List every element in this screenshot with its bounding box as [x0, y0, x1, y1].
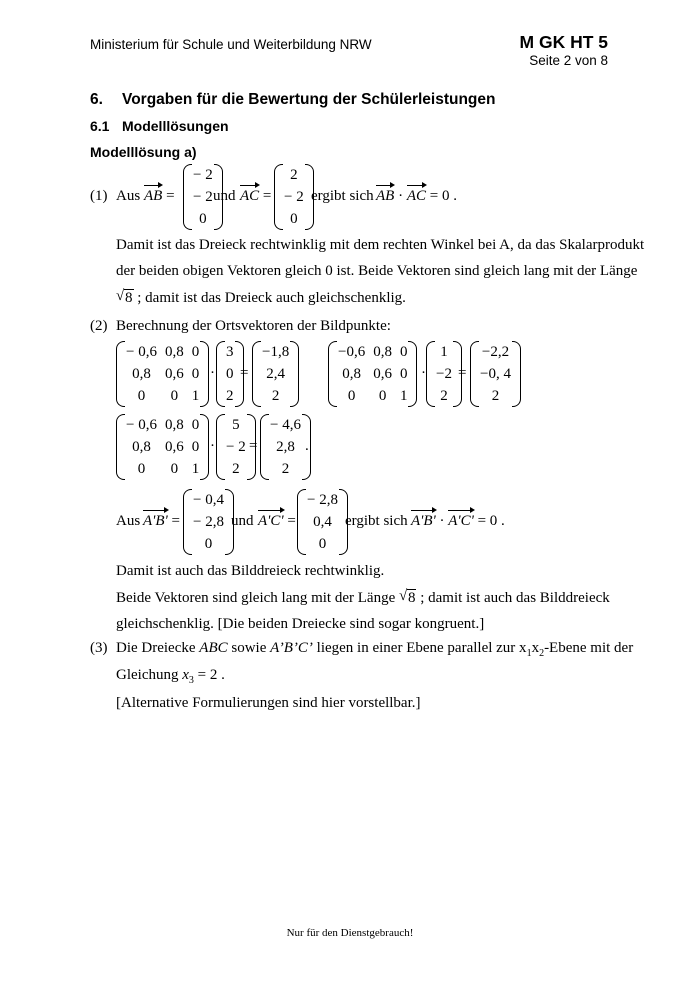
part1-line1: Damit ist das Dreieck rechtwinklig mit dem rechten Winkel bei A, da das Skalarprodukt	[116, 237, 645, 253]
part2-line1: Damit ist auch das Bilddreieck rechtwinklig.	[116, 563, 385, 579]
part2-intro: Berechnung der Ortsvektoren der Bildpunkte:	[116, 318, 391, 334]
vector-apbp: − 0,4 − 2,8 0	[183, 489, 234, 555]
equals-operator: =	[249, 438, 258, 454]
vector-ac: 2 − 2 0	[274, 164, 314, 230]
section-title: Vorgaben für die Bewertung der Schülerleistungen	[122, 91, 496, 108]
vector-c: 5 − 2 2	[216, 414, 256, 480]
dot-operator: ·	[210, 365, 215, 381]
part1-aus: Aus	[116, 188, 141, 204]
equals-operator: =	[458, 365, 467, 381]
vector-ab-label: AB =	[144, 188, 175, 204]
part2-label: (2)	[90, 318, 108, 334]
dot-operator: ·	[210, 438, 215, 454]
equals-operator: =	[240, 365, 249, 381]
header-right	[506, 33, 608, 69]
vector-c-image: − 4,6 2,8 2	[260, 414, 311, 480]
part2-dot-product: A'B' · A'C' = 0 .	[411, 513, 505, 529]
part1-dot-product: AB · AC = 0 .	[376, 188, 457, 204]
subsection-number: 6.1	[90, 118, 110, 134]
part2-aus: Aus	[116, 513, 141, 529]
part3-line2: Gleichung $x_3 = 2$ .	[116, 667, 225, 686]
part2-und: und	[231, 513, 254, 529]
vector-apcp-label: A'C' =	[258, 513, 296, 529]
rotation-matrix-a: − 0,6 0,8 0 0,8 0,6 0 0 0 1	[116, 341, 209, 407]
solution-title: Modelllösung a)	[90, 144, 197, 160]
vector-b: 1 −2 2	[426, 341, 462, 407]
rotation-matrix-c: − 0,6 0,8 0 0,8 0,6 0 0 0 1	[116, 414, 209, 480]
vector-a: 3 0 2	[216, 341, 244, 407]
part2-ergibt: ergibt sich	[345, 513, 408, 529]
part1-und: und	[213, 188, 236, 204]
section-number: 6.	[90, 91, 103, 108]
vector-ac-label: AC =	[240, 188, 272, 204]
part1-label: (1)	[90, 188, 108, 204]
part2-line3: gleichschenklig. [Die beiden Dreiecke sind sogar kongruent.]	[116, 616, 485, 632]
vector-ab: − 2 − 2 0	[183, 164, 223, 230]
vector-apbp-label: A'B' =	[143, 513, 180, 529]
header-ministry: Ministerium für Schule und Weiterbildung NRW	[90, 37, 372, 52]
part1-line2: der beiden obigen Vektoren gleich 0 ist. Beide Vektoren sind gleich lang mit der Länge	[116, 263, 638, 279]
part1-ergibt: ergibt sich	[311, 188, 374, 204]
subsection-title: Modelllösungen	[122, 118, 229, 134]
dot-operator: ·	[421, 365, 426, 381]
vector-apcp: − 2,8 0,4 0	[297, 489, 348, 555]
page-number: Seite 2 von 8	[529, 53, 608, 68]
period: .	[305, 438, 309, 454]
part2-line2: Beide Vektoren sind gleich lang mit der Länge √ 8 ; damit ist auch das Bilddreieck	[116, 588, 610, 606]
sqrt-symbol: √ 8	[116, 288, 133, 306]
part3-note: [Alternative Formulierungen sind hier vorstellbar.]	[116, 695, 421, 711]
part3-line1: Die Dreiecke ABC sowie A’B’C’ liegen in einer Ebene parallel zur $x_1x_2$-Ebene mit der	[116, 640, 634, 659]
part1-line3: √ 8 ; damit ist das Dreieck auch gleichschenklig.	[116, 288, 406, 306]
vector-a-image: −1,8 2,4 2	[252, 341, 299, 407]
footer-note: Nur für den Dienstgebrauch!	[286, 927, 414, 939]
part3-label: (3)	[90, 640, 108, 656]
sqrt-symbol: √ 8	[398, 588, 416, 606]
rotation-matrix-b: −0,6 0,8 0 0,8 0,6 0 0 0 1	[328, 341, 417, 407]
vector-b-image: −2,2 −0, 4 2	[470, 341, 521, 407]
exam-code: M GK HT 5	[519, 32, 608, 52]
